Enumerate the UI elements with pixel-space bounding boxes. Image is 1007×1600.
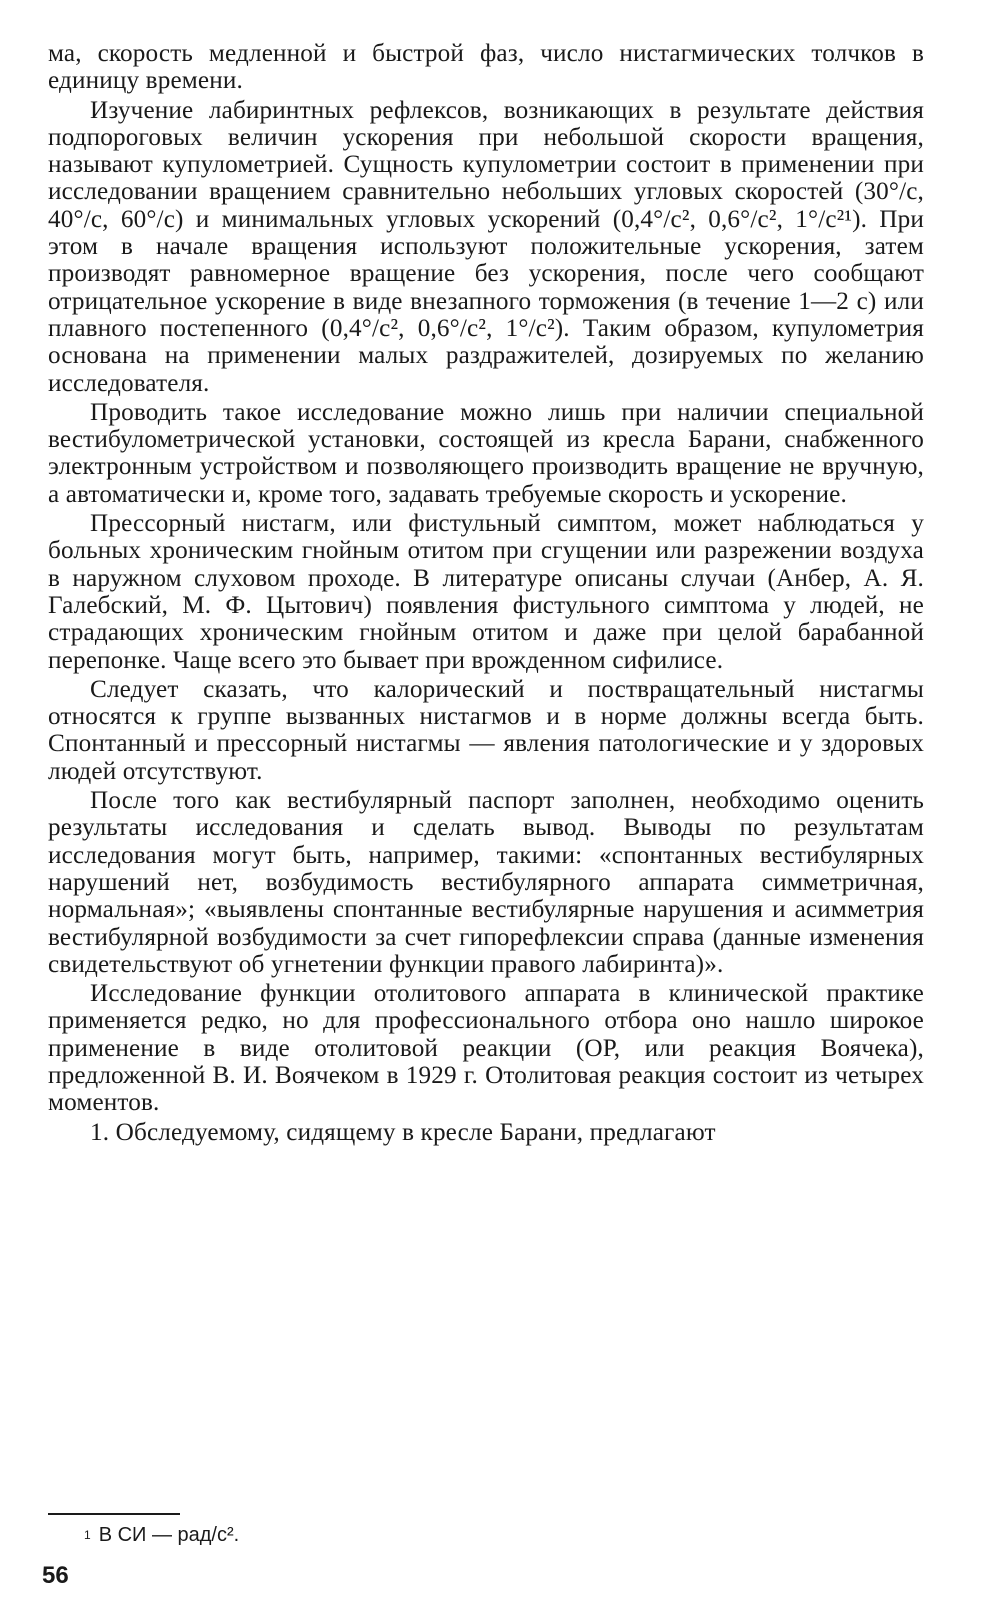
paragraph-4: Прессорный нистагм, или фистульный симптом, может наблюдаться у больных хроническим гнойным отитом при сгущении или разрежении воздуха в наружном слуховом проходе. В литературе описаны случаи (Анбер, А. Я. Галебский, М. Ф. Цытович) появления фистульного симптома у людей, не страдающих хроническим гнойным отитом и даже при целой барабанной перепонке. Чаще всего это бывает при врожденном сифилисе. (48, 510, 924, 674)
paragraph-8: 1. Обследуемому, сидящему в кресле Барани, предлагают (90, 1118, 716, 1146)
paragraph-7: Исследование функции отолитового аппарата в клинической практике применяется редко, но для профессионального отбора оно нашло широкое применение в виде отолитовой реакции (ОР, или реакция Воячека), предложенной В. И. Воячеком в 1929 г. Отолитовая реакция состоит из четырех моментов. (48, 980, 924, 1117)
footnote-marker: 1 (84, 1528, 91, 1542)
footnote-text: В СИ — рад/с². (98, 1524, 240, 1546)
paragraph-3: Проводить такое исследование можно лишь при наличии специальной вестибулометрической установки, состоящей из кресла Барани, снабженного электронным устройством и позволяющего производить вращение не вручную, а автоматически и, кроме того, задавать требуемые скорость и ускорение. (48, 398, 924, 508)
page-number: 56 (42, 1562, 69, 1589)
footnote (84, 1523, 239, 1547)
paragraph-2: Изучение лабиринтных рефлексов, возникающих в результате действия подпороговых величин ускорения при небольшой скорости вращения, называют купулометрией. Сущность купулометрии состоит в применении при исследовании вращением сравнительно небольших угловых скоростей (30°/с, 40°/с, 60°/с) и минимальных угловых ускорений (0,4°/с², 0,6°/с², 1°/с²¹). При этом в начале вращения используют положительные ускорения, затем производят равномерное вращение без ускорения, после чего сообщают отрицательное ускорение в виде внезапного торможения (в течение 1—2 с) или плавного постепенного (0,4°/с², 0,6°/с², 1°/с²). Таким образом, купулометрия основана на применении малых раздражителей, дозируемых по желанию исследователя. (48, 96, 924, 397)
paragraph-1: ма, скорость медленной и быстрой фаз, число нистагмических толчков в единицу времени. (48, 40, 924, 95)
paragraph-5: Следует сказать, что калорический и поствращательный нистагмы относятся к группе вызванных нистагмов и в норме должны всегда быть. Спонтанный и прессорный нистагмы — явления патологические и у здоровых людей отсутствуют. (48, 675, 924, 785)
footnote-divider (48, 1513, 180, 1515)
page-body (48, 40, 924, 1146)
paragraph-6: После того как вестибулярный паспорт заполнен, необходимо оценить результаты исследования и сделать вывод. Выводы по результатам исследования могут быть, например, такими: «спонтанных вестибулярных нарушений нет, возбудимость вестибулярного аппарата симметричная, нормальная»; «выявлены спонтанные вестибулярные нарушения и асимметрия вестибулярной возбудимости за счет гипорефлексии справа (данные изменения свидетельствуют об угнетении функции правого лабиринта)». (48, 787, 924, 978)
